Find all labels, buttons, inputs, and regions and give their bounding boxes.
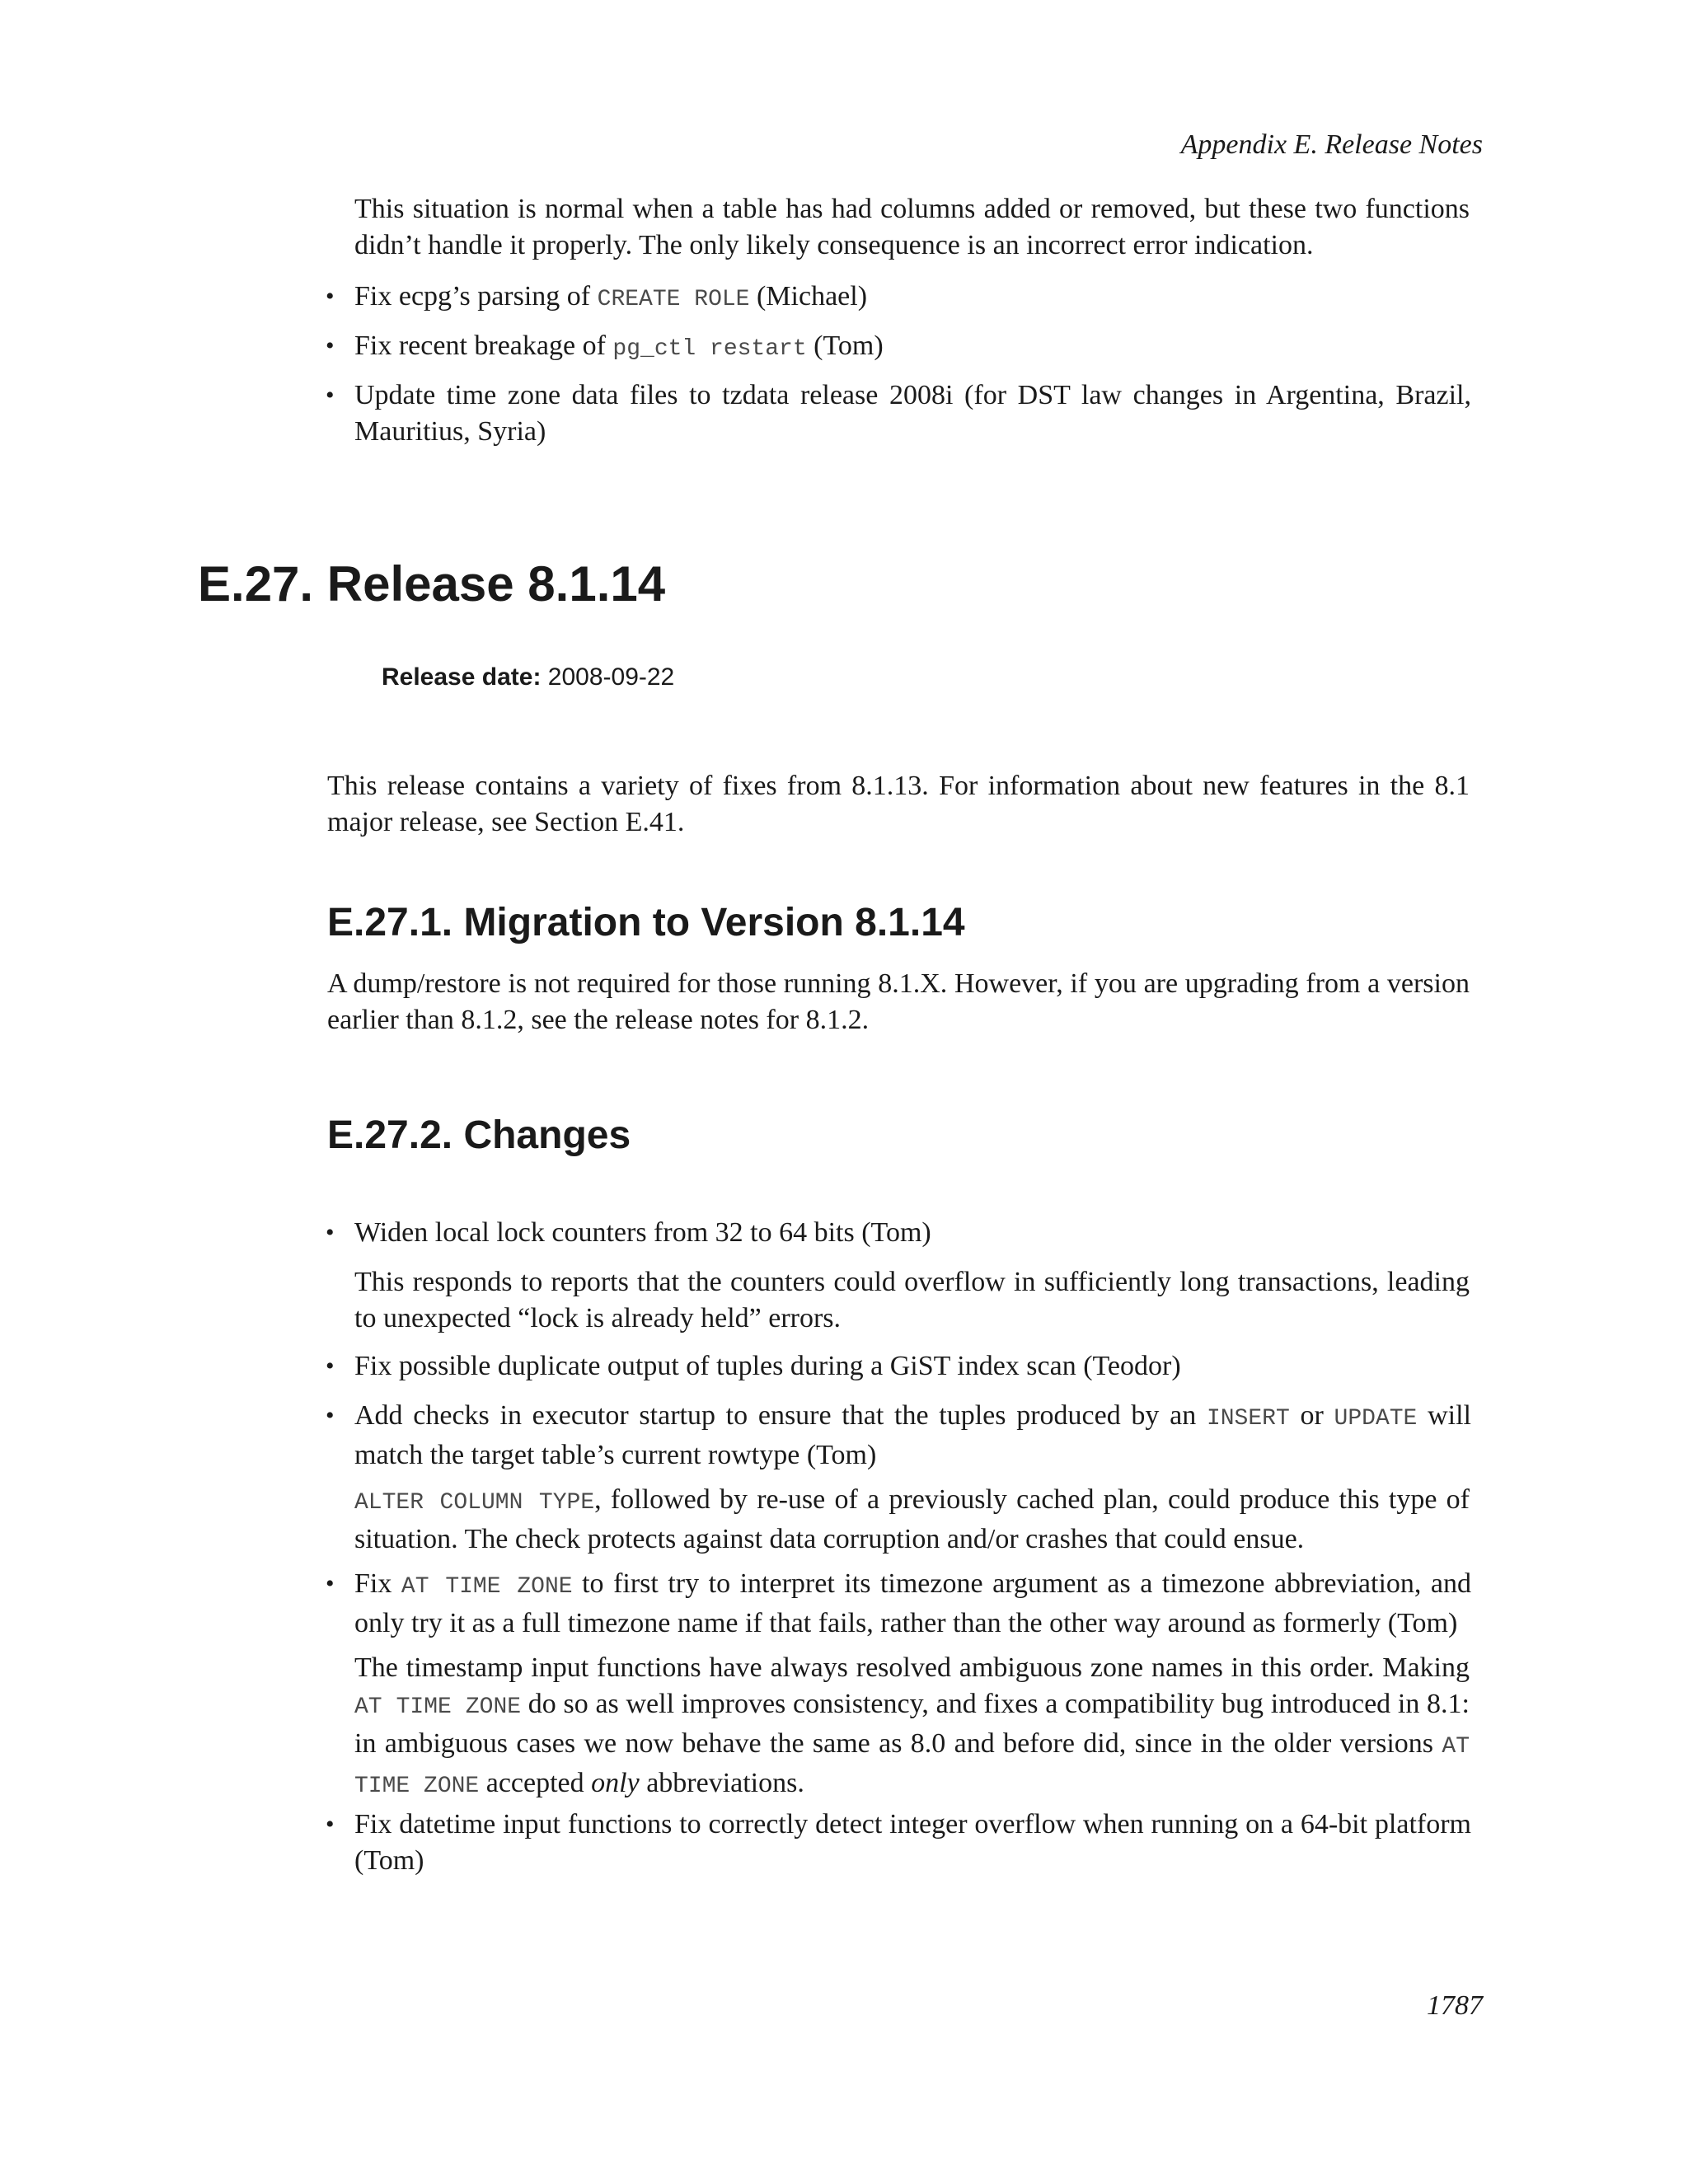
release-date-label: Release date:: [382, 663, 542, 691]
item-detail-text: abbreviations.: [639, 1768, 804, 1798]
code-create-role: CREATE ROLE: [597, 287, 750, 312]
item-detail-text: The timestamp input functions have always resolved ambiguous zone names in this order. Making: [354, 1652, 1470, 1683]
list-item: [326, 279, 1471, 318]
bullet-icon: •: [326, 1811, 335, 1838]
bullet-icon: •: [326, 382, 335, 409]
item-detail: [354, 1482, 1470, 1558]
item-text: Fix possible duplicate output of tuples during a GiST index scan (Teodor): [354, 1351, 1181, 1381]
bullet-icon: •: [326, 332, 335, 359]
continuation-paragraph: This situation is normal when a table has had columns added or removed, but these two functions didn’t handle it properly. The only likely consequence is an incorrect error indication.: [354, 194, 1470, 260]
item-text: Fix ecpg’s parsing of: [354, 281, 598, 312]
list-item: [326, 1566, 1471, 1642]
list-item: [326, 1398, 1471, 1474]
item-text: to first try to interpret its timezone argument as a timezone abbreviation, and only try it as a full timezone name if that fails, rather than the other way around as formerly (Tom): [354, 1568, 1472, 1638]
list-item: [326, 1348, 1471, 1385]
release-date: [382, 661, 674, 694]
list-item: [326, 1807, 1471, 1879]
emphasis-only: only: [591, 1768, 640, 1798]
item-text: Fix: [354, 1568, 401, 1599]
page-number: 1787: [1427, 1990, 1483, 2021]
item-detail-text: accepted: [479, 1768, 592, 1798]
code-at-time-zone: AT TIME ZONE: [354, 1734, 1470, 1799]
code-pg-ctl-restart: pg_ctl restart: [612, 336, 807, 362]
item-text: will match the target table’s current rowtype (Tom): [354, 1400, 1471, 1470]
item-text: Add checks in executor startup to ensure that the tuples produced by an: [354, 1400, 1207, 1431]
bullet-icon: •: [326, 1402, 335, 1429]
item-text: Fix datetime input functions to correctly detect integer overflow when running on a 64-bit platform (Tom): [354, 1809, 1471, 1876]
bullet-icon: •: [326, 1570, 335, 1597]
bullet-icon: •: [326, 1352, 335, 1380]
item-detail-text: do so as well improves consistency, and fixes a compatibility bug introduced in 8.1: in ambiguous cases we now behave the same as 8.0 and before did, since in the older versions: [354, 1689, 1470, 1759]
code-update: UPDATE: [1334, 1406, 1418, 1432]
item-text: Fix recent breakage of: [354, 330, 613, 361]
item-detail-text: , followed by re-use of a previously cached plan, could produce this type of situation. The check protects against data corruption and/or crashes that could ensue.: [354, 1484, 1470, 1554]
bullet-icon: •: [326, 283, 335, 310]
code-insert: INSERT: [1206, 1406, 1290, 1432]
code-at-time-zone: AT TIME ZONE: [401, 1574, 573, 1600]
list-item: [326, 377, 1471, 450]
running-header: Appendix E. Release Notes: [1180, 129, 1483, 160]
changes-heading: E.27.2. Changes: [327, 1113, 631, 1157]
migration-paragraph: A dump/restore is not required for those running 8.1.X. However, if you are upgrading from a version earlier than 8.1.2, see the release notes for 8.1.2.: [327, 968, 1470, 1035]
item-text: (Michael): [749, 281, 868, 312]
item-text: Widen local lock counters from 32 to 64 bits (Tom): [354, 1217, 931, 1248]
release-date-value: 2008-09-22: [547, 663, 675, 691]
code-at-time-zone: AT TIME ZONE: [354, 1694, 522, 1720]
item-text: Update time zone data files to tzdata release 2008i (for DST law changes in Argentina, Brazil, Mauritius, Syria): [354, 380, 1471, 447]
code-alter-column-type: ALTER COLUMN TYPE: [354, 1490, 595, 1516]
item-text: (Tom): [806, 330, 884, 361]
list-item: [326, 1215, 1471, 1251]
bullet-icon: •: [326, 1219, 335, 1246]
intro-paragraph: This release contains a variety of fixes from 8.1.13. For information about new features in the 8.1 major release, see Section E.41.: [327, 771, 1470, 837]
item-detail: [354, 1650, 1470, 1805]
section-title: E.27. Release 8.1.14: [198, 556, 666, 612]
item-detail: This responds to reports that the counters could overflow in sufficiently long transactions, leading to unexpected “lock is already held” errors.: [354, 1267, 1470, 1333]
list-item: [326, 328, 1471, 368]
item-text: or: [1289, 1400, 1334, 1431]
migration-heading: E.27.1. Migration to Version 8.1.14: [327, 901, 965, 944]
